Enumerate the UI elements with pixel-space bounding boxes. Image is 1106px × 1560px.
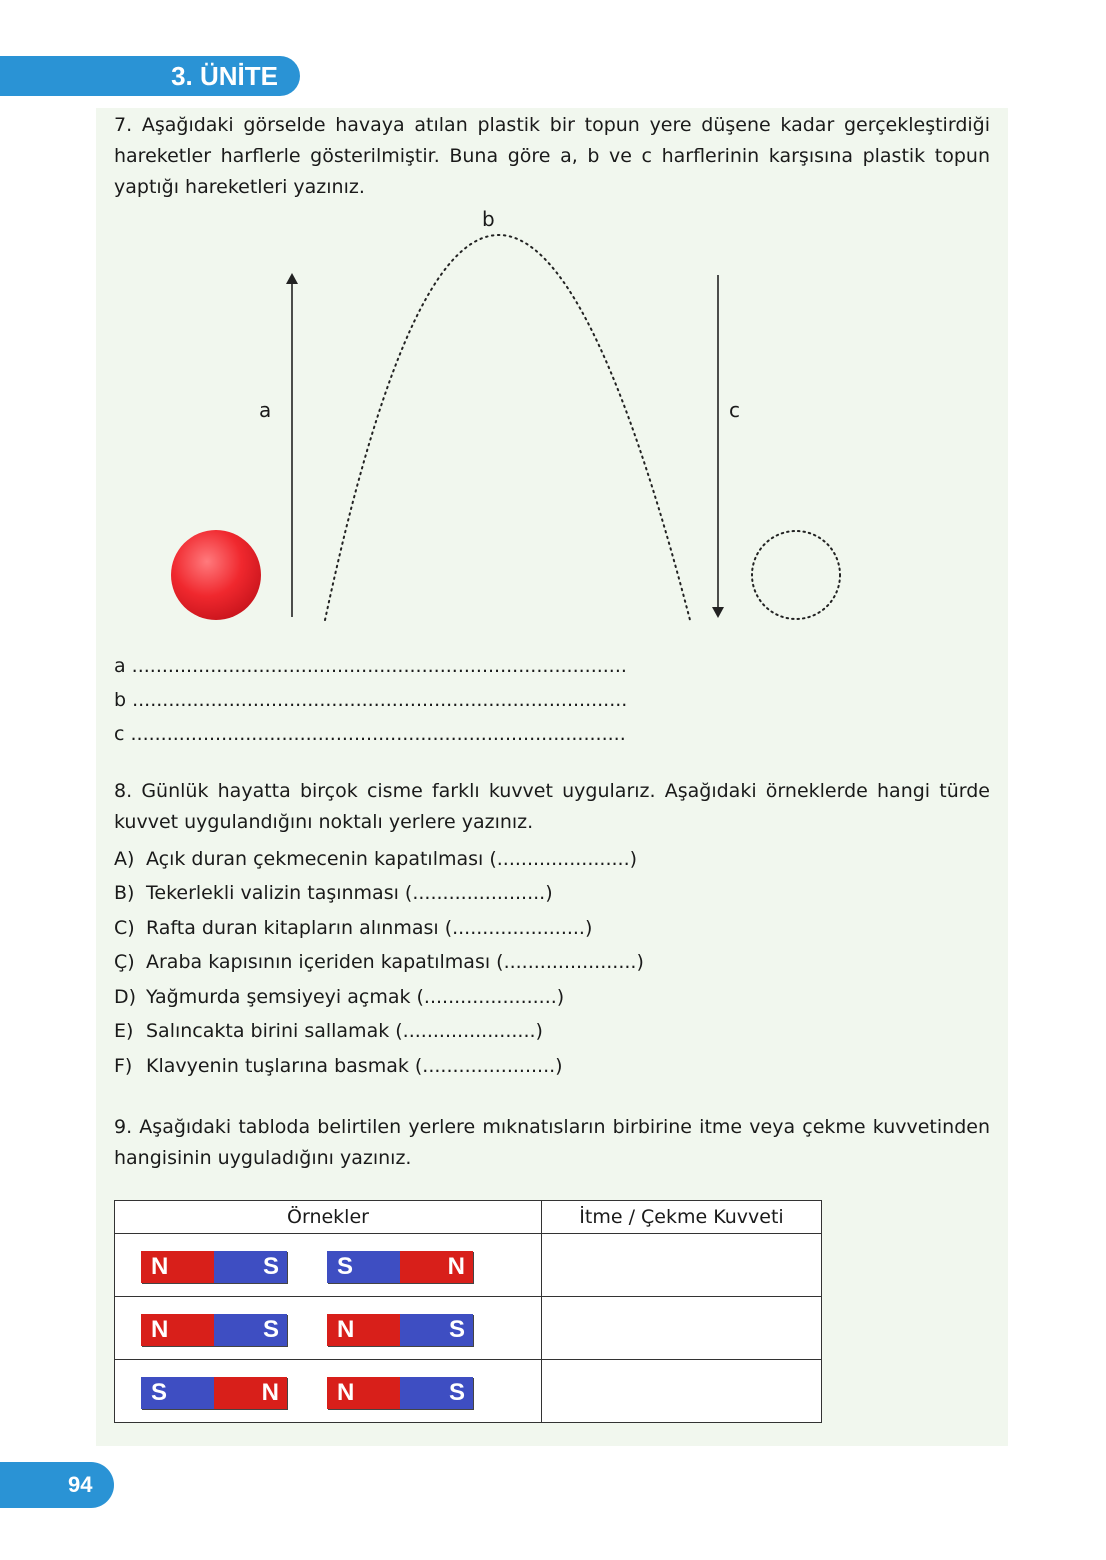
examples-cell bbox=[115, 1297, 542, 1360]
item-key: B) bbox=[114, 882, 135, 904]
arrow-down-c bbox=[712, 275, 724, 618]
motion-diagram bbox=[0, 0, 1106, 660]
magnet-pole: S bbox=[327, 1251, 400, 1283]
item-text[interactable]: Araba kapısının içeriden kapatılması (......................) bbox=[146, 951, 644, 973]
item-text[interactable]: Klavyenin tuşlarına basmak (......................) bbox=[146, 1055, 563, 1077]
unit-title: 3. ÜNİTE bbox=[171, 61, 278, 91]
magnet-pole: S bbox=[214, 1314, 287, 1346]
item-text[interactable]: Salıncakta birini sallamak (......................) bbox=[146, 1020, 543, 1042]
magnet-pole: S bbox=[214, 1251, 287, 1283]
label-a: a bbox=[259, 398, 272, 422]
question-7-text: 7. Aşağıdaki görselde havaya atılan plastik bir topun yere düşene kadar gerçekleştirdiği hareketler harflerle gösterilmiştir. Buna göre a, b ve c harflerinin karşısına plastik topun yaptığı hareketleri yazınız. bbox=[114, 114, 990, 198]
examples-cell bbox=[115, 1234, 542, 1297]
item-key: F) bbox=[114, 1055, 133, 1077]
magnet-pole: N bbox=[400, 1251, 473, 1283]
item-key: D) bbox=[114, 986, 137, 1008]
item-key: E) bbox=[114, 1020, 134, 1042]
answer-cell[interactable] bbox=[542, 1297, 822, 1360]
magnet-pole: N bbox=[214, 1377, 287, 1409]
magnet-pole: N bbox=[327, 1314, 400, 1346]
magnet-pole: N bbox=[141, 1314, 214, 1346]
column-header-examples: Örnekler bbox=[115, 1201, 542, 1234]
question-9-text: 9. Aşağıdaki tabloda belirtilen yerlere mıknatısların birbirine itme veya çekme kuvvetinden hangisinin uyguladığını yazınız. bbox=[114, 1116, 990, 1169]
item-text[interactable]: Açık duran çekmecenin kapatılması (......................) bbox=[146, 848, 638, 870]
magnet-pole: S bbox=[400, 1377, 473, 1409]
examples-cell bbox=[115, 1360, 542, 1423]
list-item bbox=[114, 1054, 563, 1078]
item-key: C) bbox=[114, 917, 135, 939]
page-number: 94 bbox=[68, 1472, 93, 1497]
table-row bbox=[115, 1297, 822, 1360]
magnet-table bbox=[114, 1200, 822, 1423]
list-item bbox=[114, 847, 637, 871]
plastic-ball bbox=[171, 530, 261, 620]
table-header-row bbox=[115, 1201, 822, 1234]
label-c: c bbox=[729, 398, 740, 422]
magnet-pole: N bbox=[141, 1251, 214, 1283]
list-item bbox=[114, 916, 592, 940]
table-row bbox=[115, 1234, 822, 1297]
list-item bbox=[114, 881, 553, 905]
item-text[interactable]: Tekerlekli valizin taşınması (......................) bbox=[146, 882, 553, 904]
item-key: Ç) bbox=[114, 951, 135, 973]
magnet-pole: S bbox=[141, 1377, 214, 1409]
list-item bbox=[114, 1019, 543, 1043]
list-item bbox=[114, 950, 644, 974]
arrow-up-a bbox=[286, 273, 298, 617]
bar-magnet bbox=[141, 1377, 287, 1409]
item-text[interactable]: Yağmurda şemsiyeyi açmak (......................) bbox=[146, 986, 565, 1008]
bar-magnet bbox=[141, 1251, 287, 1283]
bar-magnet bbox=[327, 1251, 473, 1283]
item-text[interactable]: Rafta duran kitapların alınması (......................) bbox=[146, 917, 593, 939]
label-b: b bbox=[482, 207, 495, 231]
table-row bbox=[115, 1360, 822, 1423]
bar-magnet bbox=[327, 1377, 473, 1409]
answer-line-b[interactable]: b .................................................................................. bbox=[114, 689, 628, 711]
ball-landing-outline bbox=[752, 531, 840, 619]
answer-cell[interactable] bbox=[542, 1360, 822, 1423]
question-8-text: 8. Günlük hayatta birçok cisme farklı kuvvet uygularız. Aşağıdaki örneklerde hangi türde kuvvet uygulandığını noktalı yerlere yazınız. bbox=[114, 780, 990, 833]
answer-line-c[interactable]: c .................................................................................. bbox=[114, 723, 626, 745]
bar-magnet bbox=[141, 1314, 287, 1346]
answer-line-a[interactable]: a .................................................................................. bbox=[114, 655, 627, 677]
magnet-pole: N bbox=[327, 1377, 400, 1409]
answer-cell[interactable] bbox=[542, 1234, 822, 1297]
column-header-force: İtme / Çekme Kuvveti bbox=[542, 1201, 822, 1234]
magnet-pole: S bbox=[400, 1314, 473, 1346]
page-number-tab bbox=[0, 1462, 114, 1508]
item-key: A) bbox=[114, 848, 135, 870]
list-item bbox=[114, 985, 564, 1009]
dotted-trajectory bbox=[325, 235, 690, 620]
bar-magnet bbox=[327, 1314, 473, 1346]
